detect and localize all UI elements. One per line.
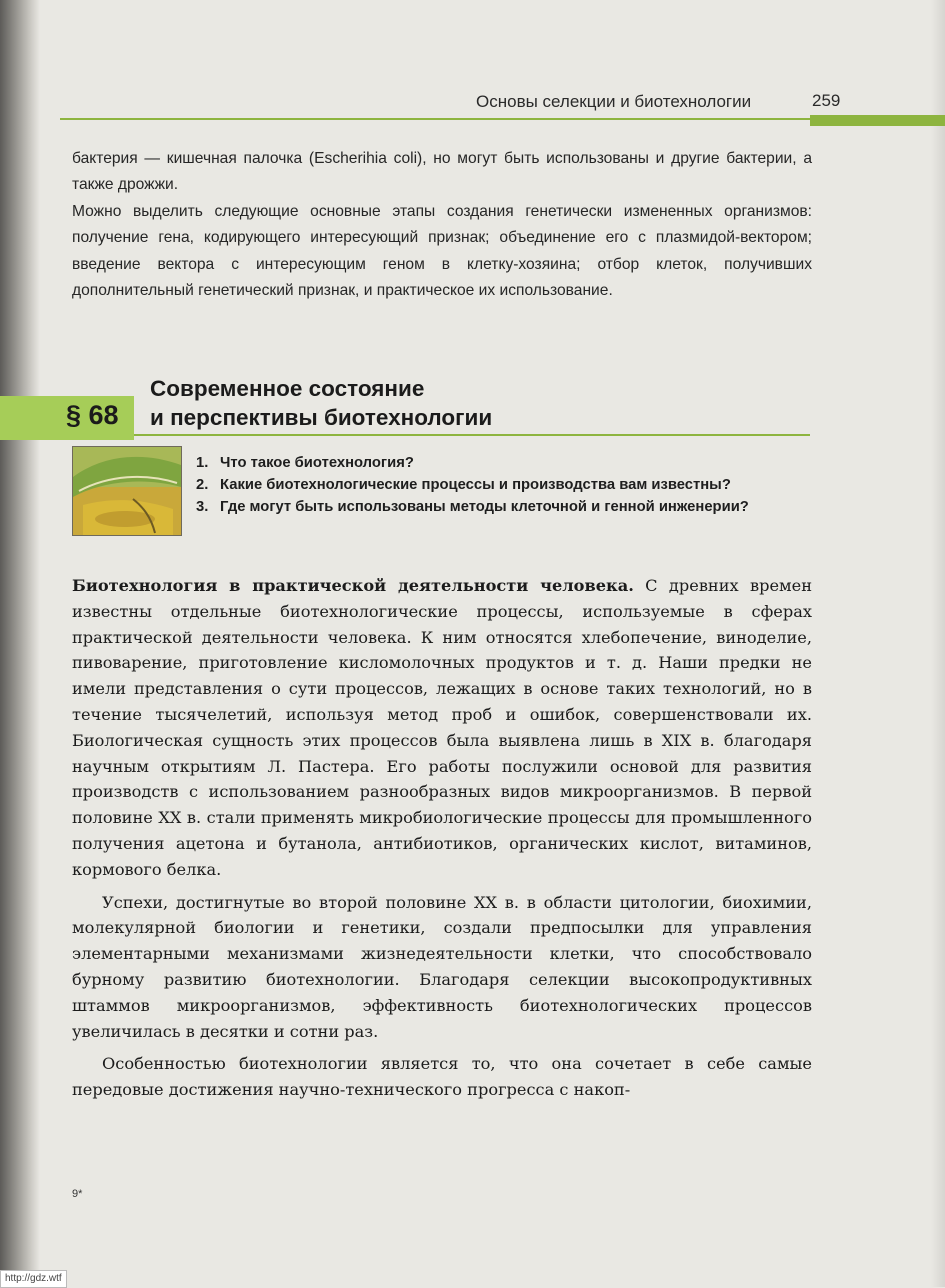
paragraph-lead: Биотехнология в практической деятельности человека. <box>72 576 634 595</box>
question-item <box>196 474 814 496</box>
leaf-illustration-icon <box>73 447 181 535</box>
intro-text <box>72 146 812 304</box>
book-spine-shadow <box>0 0 40 1287</box>
page-number: 259 <box>812 91 841 110</box>
section-rule <box>134 434 810 436</box>
source-watermark[interactable]: http://gdz.wtf <box>0 1270 67 1288</box>
body-paragraph: Успехи, достигнутые во второй половине XX в. в области цитологии, биохимии, молекулярной биологии и генетики, создали предпосылки для управления элементарными механизмами жизнедеятельности клетки, что способствовало бурному развитию биотехнологии. Благодаря селекции высокопродуктивных штаммов микроорганизмов, эффективность биотехнологических процессов увеличилась в десятки и сотни раз. <box>72 892 812 1041</box>
intro-paragraph: Можно выделить следующие основные этапы создания генетически измененных организмов: получение гена, кодирующего интересующий признак; объединение его с плазмидой-вектором; введение вектора с интересующим геном в клетку-хозяина; отбор клеток, получивших дополнительный генетический признак, и практическое их использование. <box>72 202 812 300</box>
question-number: 3. <box>196 499 209 515</box>
paragraph-text: С древних времен известны отдельные биотехнологические процессы, используемые в сферах практической деятельности человека. К ним относятся хлебопечение, виноделие, пивоварение, приготовление кисломолочных продуктов и т. д. Наши предки не имели представления о сути процессов, лежащих в основе таких технологий, но в течение тысячелетий, используя метод проб и ошибок, совершенствовали их. Биологическая сущность этих процессов была выявлена лишь в XIX в. благодаря научным открытиям Л. Пастера. Его работы послужили основой для развития производств с использованием разнообразных видов микроорганизмов. В первой половине XX в. стали применять микробиологические процессы для промышленного получения ацетона и бутанола, антибиотиков, органических кислот, витаминов, кормового белка. <box>72 576 812 879</box>
running-head-title: Основы селекции и биотехнологии <box>476 92 752 111</box>
page-edge <box>931 0 945 1287</box>
question-number: 2. <box>196 477 209 493</box>
section-title-line: и перспективы биотехнологии <box>150 405 493 430</box>
question-number: 1. <box>196 455 209 471</box>
section-title-line: Современное состояние <box>150 376 425 401</box>
question-text: Где могут быть использованы методы клеточной и генной инженерии? <box>220 499 749 515</box>
body-paragraph: Особенностью биотехнологии является то, что она сочетает в себе самые передовые достижения научно-технического прогресса с накоп- <box>72 1054 812 1100</box>
question-list <box>196 452 814 518</box>
section-illustration <box>72 446 182 536</box>
section-title <box>150 374 570 432</box>
signature-mark: 9* <box>72 1188 83 1200</box>
question-text: Какие биотехнологические процессы и производства вам известны? <box>220 477 731 493</box>
question-item <box>196 452 814 474</box>
body-paragraph <box>72 573 812 883</box>
header-tab <box>810 115 945 126</box>
question-text: Что такое биотехнология? <box>220 455 414 471</box>
question-item <box>196 496 814 518</box>
header-rule <box>60 118 810 120</box>
section-number: § 68 <box>66 400 119 430</box>
main-text <box>72 573 812 1103</box>
intro-paragraph: бактерия — кишечная палочка (Escherihia coli), но могут быть использованы и другие бактерии, а также дрожжи. <box>72 150 812 194</box>
